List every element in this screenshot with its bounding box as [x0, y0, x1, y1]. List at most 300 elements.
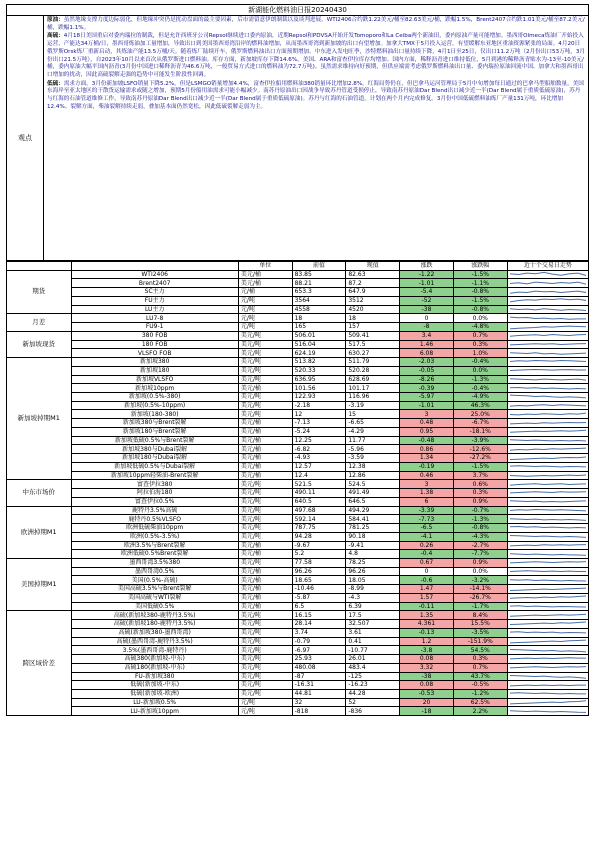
table-row [7, 375, 589, 384]
row-change: -52 [400, 296, 454, 305]
row-unit: 美元/桶 [238, 436, 292, 445]
row-cur: -10.77 [346, 646, 400, 655]
row-name: FU9-1 [71, 323, 238, 332]
row-prev: 520.33 [292, 366, 346, 375]
observation-text [44, 16, 588, 260]
row-prev: 6.5 [292, 602, 346, 611]
row-prev: -5.87 [292, 593, 346, 602]
row-change-pct: -0.7% [453, 506, 507, 515]
row-cur: 630.27 [346, 349, 400, 358]
table-row [7, 497, 589, 506]
row-change-pct: 8.4% [453, 611, 507, 620]
row-name: 美国高硫3.5%与Brent裂解 [71, 585, 238, 594]
trend-line [510, 344, 586, 345]
row-unit: 元/吨 [238, 323, 292, 332]
table-row [7, 515, 589, 524]
row-change-pct: -1.3% [453, 375, 507, 384]
row-prev: -0.79 [292, 637, 346, 646]
row-name: 低硫(新加坡-中东) [71, 681, 238, 690]
trend-sparkline [507, 585, 588, 594]
row-name: SC主力 [71, 288, 238, 297]
trend-sparkline [507, 532, 588, 541]
row-change: -5.97 [400, 393, 454, 402]
row-change: 6.08 [400, 349, 454, 358]
row-unit: 美元/吨 [238, 506, 292, 515]
row-cur: 116.96 [346, 393, 400, 402]
row-change-pct: -0.8% [453, 524, 507, 533]
row-change: -0.39 [400, 384, 454, 393]
row-name: LU-新加坡10ppm [71, 707, 238, 716]
row-prev: -5.24 [292, 427, 346, 436]
row-cur: 4520 [346, 305, 400, 314]
row-prev: 32 [292, 698, 346, 707]
table-row [7, 410, 589, 419]
row-unit: 美元/吨 [238, 689, 292, 698]
row-cur: 44.28 [346, 689, 400, 698]
table-row [7, 576, 589, 585]
row-prev: 640.5 [292, 497, 346, 506]
row-unit: 美元/桶 [238, 567, 292, 576]
trend-sparkline [507, 628, 588, 637]
trend-sparkline [507, 646, 588, 655]
row-name: FU-新加坡380 [71, 672, 238, 681]
row-change: -0.48 [400, 436, 454, 445]
header-name [71, 262, 238, 271]
row-unit: 美元/吨 [238, 646, 292, 655]
table-row [7, 646, 589, 655]
row-unit: 元/吨 [238, 707, 292, 716]
row-prev: 12.25 [292, 436, 346, 445]
row-change: 3.32 [400, 663, 454, 672]
trend-line [510, 395, 586, 398]
row-cur: 3512 [346, 296, 400, 305]
trend-line [510, 580, 586, 581]
row-unit: 美元/吨 [238, 497, 292, 506]
row-cur: -8.99 [346, 585, 400, 594]
row-cur: -16.23 [346, 681, 400, 690]
observation-label: 观点 [7, 16, 44, 260]
header-unit: 单位 [238, 262, 292, 271]
trend-line [510, 527, 586, 528]
row-change-pct: -0.5% [453, 681, 507, 690]
trend-line [510, 675, 586, 678]
row-unit: 美元/吨 [238, 515, 292, 524]
table-row [7, 681, 589, 690]
row-name: 高硫(新加坡380-鹿特丹3.5%) [71, 611, 238, 620]
row-cur: 628.69 [346, 375, 400, 384]
trend-sparkline [507, 349, 588, 358]
trend-line [510, 614, 586, 616]
row-unit: 美元/桶 [238, 593, 292, 602]
row-cur: 157 [346, 323, 400, 332]
row-name: 新加坡(180-380) [71, 410, 238, 419]
row-change: -0.11 [400, 602, 454, 611]
trend-sparkline [507, 384, 588, 393]
row-cur: 90.18 [346, 532, 400, 541]
row-change: 3 [400, 410, 454, 419]
row-unit: 美元/桶 [238, 541, 292, 550]
row-unit: 美元/吨 [238, 681, 292, 690]
trend-sparkline [507, 445, 588, 454]
trend-line [510, 492, 586, 493]
observation-paragraph-lsfo [47, 81, 585, 112]
trend-line [510, 431, 586, 433]
row-cur: 483.4 [346, 663, 400, 672]
table-row [7, 384, 589, 393]
lsfo-text: 需求方面，3月份新加坡LSFO销量下降5.2%，但是LSMGO销量增加4.4%，富查伊拉船用燃料油380销量环比增加2.8%。红海局势仍在，但巴拿马运河管理局于5月中旬增加每日通过的巴拿马型船舶数量，美国东海岸至亚太地区的干散货运输需求或随之增加，预期5月份船用油需求可能小幅减少。南苏丹原油出口因战争导致苏丹管道受损停止，导致南苏丹原油Dar Blend出口减少近一半(Dar Blend属于重质低硫原油)，苏丹与红海的石油管道维修工作，导致南苏丹原油Dar Blend出口减少近一半(Dar Blend属于重质低硫原油)。苏丹与红海的石油管道，计划在两个月内完成修复。3月份中国低硫燃料油炼厂产量131万吨，环比增加12.4%。裂解方面，柴油裂解持续走弱，叠加基本面仍然宽松，因此低硫裂解走弱为主。 [47, 80, 584, 110]
trend-line [510, 606, 586, 607]
row-name: 新加坡380与Dubai裂解 [71, 445, 238, 454]
row-change-pct: 1.0% [453, 349, 507, 358]
row-cur: 12.38 [346, 462, 400, 471]
row-cur: 32.507 [346, 620, 400, 629]
trend-line [510, 379, 586, 380]
trend-sparkline [507, 454, 588, 463]
row-change: 3 [400, 480, 454, 489]
trend-line [510, 361, 586, 362]
row-name: 新加坡(0.5%-10ppm) [71, 401, 238, 410]
row-change: 1.38 [400, 489, 454, 498]
row-change: -0.6 [400, 576, 454, 585]
row-change-pct: -0.8% [453, 288, 507, 297]
trend-sparkline [507, 567, 588, 576]
row-change: 1.2 [400, 637, 454, 646]
row-unit: 美元/吨 [238, 358, 292, 367]
row-cur: 18 [346, 314, 400, 323]
row-unit: 美元/桶 [238, 585, 292, 594]
trend-line [510, 299, 586, 302]
trend-sparkline [507, 655, 588, 664]
trend-line [510, 370, 586, 371]
row-change: -6.5 [400, 524, 454, 533]
table-row [7, 689, 589, 698]
row-name: 欧洲低硫0.5%Brent裂解 [71, 550, 238, 559]
table-row [7, 672, 589, 681]
row-change: -0.13 [400, 628, 454, 637]
row-unit: 美元/吨 [238, 480, 292, 489]
row-change-pct: -27.2% [453, 454, 507, 463]
row-change-pct: -0.4% [453, 358, 507, 367]
row-cur: 15 [346, 410, 400, 419]
row-cur: 18.05 [346, 576, 400, 585]
table-row [7, 454, 589, 463]
row-prev: -16.31 [292, 681, 346, 690]
row-change-pct: 0.0% [453, 567, 507, 576]
row-unit: 美元/桶 [238, 419, 292, 428]
row-cur: 524.5 [346, 480, 400, 489]
row-cur: 17.5 [346, 611, 400, 620]
table-row [7, 471, 589, 480]
row-name: 欧洲低硫柴油10ppm [71, 524, 238, 533]
row-name: 新加坡低硫0.5%与Brent裂解 [71, 436, 238, 445]
row-unit: 美元/吨 [238, 628, 292, 637]
trend-line [510, 272, 586, 275]
row-cur: -3.19 [346, 401, 400, 410]
row-change: 3.4 [400, 331, 454, 340]
table-row [7, 462, 589, 471]
table-row [7, 663, 589, 672]
row-change-pct: -0.8% [453, 305, 507, 314]
row-name: 美国低硫0.5% [71, 602, 238, 611]
row-change: -3.8 [400, 646, 454, 655]
row-name: LU7-8 [71, 314, 238, 323]
table-row [7, 506, 589, 515]
trend-sparkline [507, 611, 588, 620]
row-change: -1.22 [400, 270, 454, 279]
observation-paragraph-crude [47, 17, 585, 32]
row-name: 鹿特丹0.5%VLSFO [71, 515, 238, 524]
trend-sparkline [507, 331, 588, 340]
row-unit: 美元/吨 [238, 611, 292, 620]
trend-line [510, 649, 586, 651]
observation-paragraph-hsfo [47, 33, 585, 79]
row-prev: 624.19 [292, 349, 346, 358]
row-change-pct: -1.3% [453, 515, 507, 524]
row-name: 新加坡10ppm [71, 384, 238, 393]
row-change: 0 [400, 567, 454, 576]
row-name: 富查伊拉380 [71, 480, 238, 489]
row-change: -8.26 [400, 375, 454, 384]
row-name: WTI2406 [71, 270, 238, 279]
row-name: 高硫380(新加坡-中东) [71, 655, 238, 664]
row-change: 0.86 [400, 445, 454, 454]
report-title: 新湖能化燃料油日报20240430 [6, 4, 589, 15]
row-change-pct: -26.7% [453, 593, 507, 602]
row-change-pct: -1.7% [453, 602, 507, 611]
row-change-pct: 0.7% [453, 331, 507, 340]
trend-line [510, 282, 586, 284]
row-name: 富查伊拉0.5% [71, 497, 238, 506]
row-change: -38 [400, 672, 454, 681]
table-row [7, 331, 589, 340]
row-prev: 25.93 [292, 655, 346, 664]
trend-line [510, 413, 586, 415]
row-change-pct: -151.9% [453, 637, 507, 646]
trend-sparkline [507, 410, 588, 419]
row-prev: -6.82 [292, 445, 346, 454]
row-prev: 490.11 [292, 489, 346, 498]
row-unit: 美元/桶 [238, 445, 292, 454]
row-unit: 美元/桶 [238, 454, 292, 463]
row-cur: 509.41 [346, 331, 400, 340]
row-name: 墨西哥湾0.5% [71, 567, 238, 576]
row-name: 新加坡低硫0.5%与Dubai裂解 [71, 462, 238, 471]
trend-sparkline [507, 497, 588, 506]
trend-sparkline [507, 305, 588, 314]
row-cur: 584.41 [346, 515, 400, 524]
group-label: 中东市场价 [7, 480, 72, 506]
trend-line [510, 596, 586, 598]
table-row [7, 480, 589, 489]
row-change: -1.01 [400, 401, 454, 410]
trend-sparkline [507, 462, 588, 471]
row-prev: -4.93 [292, 454, 346, 463]
row-cur: 494.29 [346, 506, 400, 515]
row-cur: 26.01 [346, 655, 400, 664]
row-cur: -3.59 [346, 454, 400, 463]
trend-sparkline [507, 270, 588, 279]
row-prev: 18 [292, 314, 346, 323]
trend-sparkline [507, 681, 588, 690]
row-name: 高硫(新加坡180-鹿特丹3.5%) [71, 620, 238, 629]
header-pct: 涨跌幅 [453, 262, 507, 271]
row-change-pct: 0.3% [453, 489, 507, 498]
row-name: LU主力 [71, 305, 238, 314]
trend-line [510, 353, 586, 354]
row-change: -4.1 [400, 532, 454, 541]
row-prev: -2.18 [292, 401, 346, 410]
group-label: 月差 [7, 314, 72, 331]
trend-sparkline [507, 689, 588, 698]
row-name: VLSFO FOB [71, 349, 238, 358]
row-prev: 101.56 [292, 384, 346, 393]
row-change: 0.48 [400, 419, 454, 428]
trend-line [510, 685, 586, 686]
row-prev: 787.75 [292, 524, 346, 533]
trend-sparkline [507, 698, 588, 707]
observation-section [6, 15, 589, 261]
row-unit: 美元/吨 [238, 349, 292, 358]
trend-line [510, 622, 586, 625]
trend-line [510, 440, 586, 441]
row-change-pct: -12.6% [453, 445, 507, 454]
lsfo-heading: 低硫： [47, 80, 64, 87]
row-prev: 16.15 [292, 611, 346, 620]
row-prev: 77.58 [292, 558, 346, 567]
row-unit: 美元/桶 [238, 550, 292, 559]
row-cur: 87.2 [346, 279, 400, 288]
row-change-pct: 2.2% [453, 707, 507, 716]
row-change: -1.01 [400, 279, 454, 288]
row-prev: -10.46 [292, 585, 346, 594]
trend-sparkline [507, 471, 588, 480]
row-change-pct: 43.7% [453, 672, 507, 681]
trend-sparkline [507, 602, 588, 611]
table-row [7, 358, 589, 367]
row-prev: 12.57 [292, 462, 346, 471]
row-unit: 美元/吨 [238, 532, 292, 541]
row-change: 0 [400, 314, 454, 323]
row-change: 0.08 [400, 681, 454, 690]
header-cur: 现值 [346, 262, 400, 271]
trend-sparkline [507, 620, 588, 629]
row-change: -0.05 [400, 366, 454, 375]
row-change: 0.95 [400, 427, 454, 436]
trend-sparkline [507, 558, 588, 567]
table-row [7, 288, 589, 297]
row-unit: 元/吨 [238, 698, 292, 707]
row-prev: 516.04 [292, 340, 346, 349]
row-unit: 美元/桶 [238, 462, 292, 471]
row-change: -18 [400, 707, 454, 716]
row-name: 新加坡380 [71, 358, 238, 367]
row-cur: 511.79 [346, 358, 400, 367]
row-name: 新加坡(0.5%-380) [71, 393, 238, 402]
trend-sparkline [507, 401, 588, 410]
row-change: 20 [400, 698, 454, 707]
row-change-pct: 0.9% [453, 497, 507, 506]
row-unit: 美元/吨 [238, 620, 292, 629]
row-cur: -5.96 [346, 445, 400, 454]
row-change-pct: 3.7% [453, 471, 507, 480]
table-row [7, 296, 589, 305]
table-row [7, 707, 589, 716]
trend-line [510, 518, 586, 520]
table-row [7, 698, 589, 707]
row-change: 0.46 [400, 471, 454, 480]
group-label: 美国掉期M1 [7, 558, 72, 610]
hsfo-heading: 高硫： [47, 33, 64, 40]
row-name: 低硫(新加坡-欧洲) [71, 689, 238, 698]
row-prev: -7.13 [292, 419, 346, 428]
row-change: -8 [400, 323, 454, 332]
row-change-pct: -1.5% [453, 270, 507, 279]
table-row [7, 445, 589, 454]
row-name: 新加坡10ppm轻柴油-Brent裂解 [71, 471, 238, 480]
row-change-pct: -4.3% [453, 532, 507, 541]
table-row [7, 401, 589, 410]
row-change: 6 [400, 497, 454, 506]
row-prev: 88.21 [292, 279, 346, 288]
row-prev: 592.14 [292, 515, 346, 524]
row-prev: -818 [292, 707, 346, 716]
header-group [7, 262, 72, 271]
trend-sparkline [507, 593, 588, 602]
row-change-pct: -1.5% [453, 296, 507, 305]
trend-sparkline [507, 489, 588, 498]
trend-sparkline [507, 524, 588, 533]
row-change: -0.19 [400, 462, 454, 471]
row-unit: 美元/吨 [238, 375, 292, 384]
trend-sparkline [507, 427, 588, 436]
trend-line [510, 701, 586, 704]
row-change: -7.73 [400, 515, 454, 524]
row-name: 欧洲3.5%与Brent裂解 [71, 541, 238, 550]
row-change-pct: 15.5% [453, 620, 507, 629]
row-unit: 元/桶 [238, 288, 292, 297]
row-cur: 101.17 [346, 384, 400, 393]
row-prev: -87 [292, 672, 346, 681]
row-change-pct: 0.7% [453, 663, 507, 672]
row-prev: 18.65 [292, 576, 346, 585]
row-prev: 3.74 [292, 628, 346, 637]
row-prev: 28.14 [292, 620, 346, 629]
table-row [7, 314, 589, 323]
row-unit: 美元/桶 [238, 270, 292, 279]
trend-line [510, 536, 586, 538]
row-unit: 美元/吨 [238, 489, 292, 498]
row-name: 新加坡180与Dubai裂解 [71, 454, 238, 463]
table-row [7, 628, 589, 637]
row-change-pct: -0.4% [453, 384, 507, 393]
trend-sparkline [507, 480, 588, 489]
trend-line [510, 693, 586, 694]
hsfo-text: 4月18日美国重启对委内瑞拉的制裁，但是允许西班牙公司Repsol继续进口委内原油，近期Repsol和PDVSA开始开发Tomoporo和La Ceiba两个新油田，委内原油产量可能增加。墨西哥Olmeca炼油厂开始投入运营，产能达34万桶/日，墨西哥炼油加工量增加，导致出口到美国墨西哥湾沿岸的燃料油增加，从而墨西哥湾到新加坡的出口有望增加。加拿大TMX于5月投入运营，有望缓解东亚地区重油资源紧张的局面。4月20日俄罗斯Orsk炼厂重新启动，其炼油产能13.5万桶/天。随着炼厂陆续开车，俄罗斯燃料油出口方面预期增加。中东进入发电旺季，沙特燃料油出口量持续下降，4月1日至25日，仅出口11.2万吨（2月份出口53万吨，3月份出口21.5万吨），自2023年10月以来首次从俄罗斯进口燃料油。库存方面，新加坡库存下降14.6%，美国、ARA和富查伊拉库存均增加。国内方面，稀释沥青进口维持低位，5月到港的稀释沥青贴水为-13至-10美元/桶，委内原油大幅平国内沥青(3月份中国进口稀释沥青为46.6万吨，一般贸易方式进口的燃料油为72.7万吨)。虽然需求维持向好预期，但供应端需考虑俄罗斯燃料油出口量、委内瑞拉原油回流中国、加拿大和墨西哥出口增加的扰动，因此高硫裂解走强的趋势中可能发生阶段性回调。 [47, 33, 585, 78]
row-name: 380 FOB [71, 331, 238, 340]
row-unit: 美元/吨 [238, 524, 292, 533]
trend-line [510, 335, 586, 337]
row-prev: 521.5 [292, 480, 346, 489]
row-change-pct: 62.5% [453, 698, 507, 707]
row-name: FU主力 [71, 296, 238, 305]
row-prev: 12 [292, 410, 346, 419]
header-trend: 近十个交易日走势 [507, 262, 588, 271]
row-unit: 美元/桶 [238, 602, 292, 611]
row-prev: 636.95 [292, 375, 346, 384]
row-prev: 83.85 [292, 270, 346, 279]
row-name: 新加坡180与Brent裂解 [71, 427, 238, 436]
row-cur: 6.39 [346, 602, 400, 611]
